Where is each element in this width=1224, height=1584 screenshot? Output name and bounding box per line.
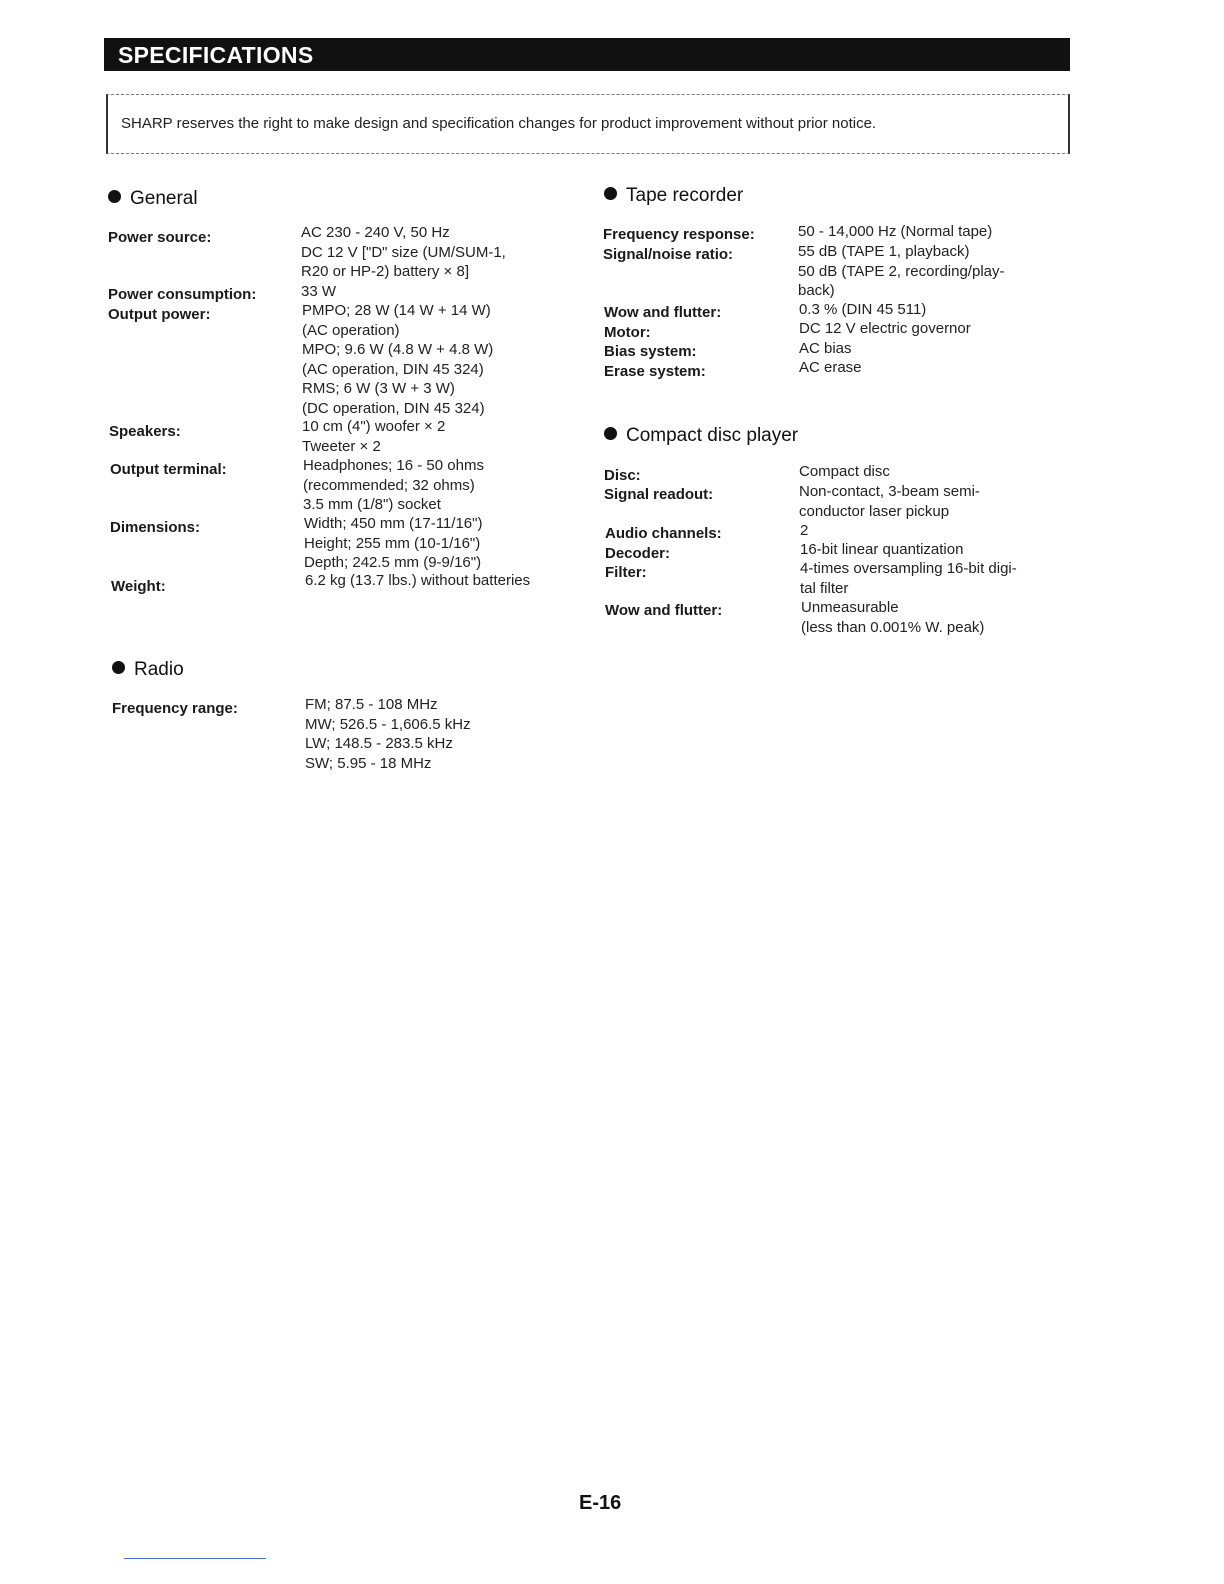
spec-value-line: PMPO; 28 W (14 W + 14 W) bbox=[302, 302, 491, 319]
spec-value-signal-noise-ratio bbox=[798, 242, 1004, 301]
spec-value-line: RMS; 6 W (3 W + 3 W) bbox=[302, 380, 455, 397]
spec-value-bias-system bbox=[799, 339, 852, 359]
bullet-icon bbox=[604, 187, 617, 200]
section-heading-general: General bbox=[108, 188, 198, 210]
spec-label-signal-readout: Signal readout: bbox=[604, 486, 714, 503]
spec-value-line: FM; 87.5 - 108 MHz bbox=[305, 696, 438, 713]
notice-box bbox=[106, 94, 1070, 154]
spec-value-line: tal filter bbox=[800, 579, 849, 597]
spec-value-line: Compact disc bbox=[799, 463, 890, 480]
spec-label-power-source: Power source: bbox=[108, 229, 212, 246]
spec-value-cd-wow-flutter bbox=[801, 598, 984, 637]
spec-value-line: Tweeter × 2 bbox=[302, 437, 381, 455]
spec-label-weight: Weight: bbox=[111, 578, 166, 595]
spec-value-power-consumption bbox=[301, 282, 336, 302]
spec-value-line: Unmeasurable bbox=[801, 599, 899, 616]
spec-value-frequency-range bbox=[305, 695, 471, 773]
spec-label-cd-wow-flutter: Wow and flutter: bbox=[605, 602, 723, 619]
spec-value-line: 4-times oversampling 16-bit digi- bbox=[800, 560, 1017, 577]
spec-value-line: 10 cm (4") woofer × 2 bbox=[302, 418, 446, 435]
spec-value-line: 50 - 14,000 Hz (Normal tape) bbox=[798, 223, 993, 240]
spec-value-disc bbox=[799, 462, 890, 482]
spec-value-line: LW; 148.5 - 283.5 kHz bbox=[305, 735, 453, 752]
section-heading-compact-disc-player: Compact disc player bbox=[604, 425, 798, 447]
spec-value-line: DC 12 V ["D" size (UM/SUM-1, bbox=[301, 243, 506, 261]
spec-value-audio-channels bbox=[800, 521, 808, 541]
spec-value-line: 33 W bbox=[301, 283, 337, 300]
spec-value-line: R20 or HP-2) battery × 8] bbox=[301, 263, 469, 280]
section-heading-tape-recorder: Tape recorder bbox=[604, 185, 743, 207]
spec-label-audio-channels: Audio channels: bbox=[605, 525, 722, 542]
page-number: E-16 bbox=[579, 1492, 622, 1514]
spec-label-speakers: Speakers: bbox=[109, 423, 181, 440]
bullet-icon bbox=[112, 661, 125, 674]
spec-value-line: AC bias bbox=[799, 340, 852, 357]
spec-value-motor bbox=[799, 319, 971, 339]
spec-value-speakers bbox=[302, 417, 445, 456]
spec-label-tape-wow-flutter: Wow and flutter: bbox=[604, 304, 722, 321]
spec-value-line: conductor laser pickup bbox=[799, 502, 950, 520]
spec-label-output-power: Output power: bbox=[108, 306, 211, 323]
spec-value-line: Height; 255 mm (10-1/16") bbox=[304, 534, 481, 552]
page-title: SPECIFICATIONS bbox=[118, 42, 314, 68]
spec-value-line: 6.2 kg (13.7 lbs.) without batteries bbox=[305, 572, 531, 589]
spec-value-dimensions bbox=[304, 514, 482, 573]
bullet-icon bbox=[604, 427, 617, 440]
spec-value-output-terminal bbox=[303, 456, 484, 515]
spec-label-erase-system: Erase system: bbox=[604, 363, 706, 380]
spec-value-line: 0.3 % (DIN 45 511) bbox=[799, 301, 927, 318]
spec-label-decoder: Decoder: bbox=[605, 545, 671, 562]
spec-label-signal-noise-ratio: Signal/noise ratio: bbox=[603, 246, 734, 263]
spec-label-frequency-response: Frequency response: bbox=[603, 226, 755, 243]
spec-value-line: SW; 5.95 - 18 MHz bbox=[305, 754, 432, 772]
spec-value-line: Headphones; 16 - 50 ohms bbox=[303, 457, 484, 474]
spec-label-frequency-range: Frequency range: bbox=[112, 700, 238, 717]
spec-value-frequency-response bbox=[798, 222, 992, 242]
spec-value-line: DC 12 V electric governor bbox=[799, 320, 971, 337]
specifications-header-bar bbox=[104, 38, 1070, 71]
notice-text: SHARP reserves the right to make design and specification changes for product improvement without prior notice. bbox=[121, 115, 877, 132]
spec-value-output-power bbox=[302, 301, 493, 418]
spec-value-line: AC 230 - 240 V, 50 Hz bbox=[301, 224, 450, 241]
spec-value-line: 16-bit linear quantization bbox=[800, 541, 964, 558]
spec-value-tape-wow-flutter bbox=[799, 300, 926, 320]
spec-label-motor: Motor: bbox=[604, 324, 651, 341]
spec-value-decoder bbox=[800, 540, 963, 560]
spec-value-line: 50 dB (TAPE 2, recording/play- bbox=[798, 262, 1005, 280]
spec-label-power-consumption: Power consumption: bbox=[108, 286, 257, 303]
spec-label-bias-system: Bias system: bbox=[604, 343, 697, 360]
spec-value-line: Width; 450 mm (17-11/16") bbox=[304, 515, 483, 532]
spec-value-weight bbox=[305, 571, 530, 591]
spec-value-line: (AC operation, DIN 45 324) bbox=[302, 360, 484, 378]
spec-value-erase-system bbox=[799, 358, 862, 378]
spec-value-line: (recommended; 32 ohms) bbox=[303, 476, 475, 494]
spec-value-power-source bbox=[301, 223, 506, 282]
spec-label-disc: Disc: bbox=[604, 467, 641, 484]
spec-value-signal-readout bbox=[799, 482, 980, 521]
spec-value-line: (less than 0.001% W. peak) bbox=[801, 618, 985, 636]
footer-rule bbox=[124, 1558, 266, 1559]
spec-value-line: Depth; 242.5 mm (9-9/16") bbox=[304, 554, 482, 571]
spec-label-dimensions: Dimensions: bbox=[110, 519, 201, 536]
spec-value-line: MPO; 9.6 W (4.8 W + 4.8 W) bbox=[302, 341, 494, 358]
spec-value-line: Non-contact, 3-beam semi- bbox=[799, 483, 980, 500]
spec-label-filter: Filter: bbox=[605, 564, 647, 581]
spec-value-line: AC erase bbox=[799, 359, 862, 376]
bullet-icon bbox=[108, 190, 121, 203]
spec-value-line: back) bbox=[798, 282, 835, 299]
spec-value-line: MW; 526.5 - 1,606.5 kHz bbox=[305, 715, 471, 733]
spec-label-output-terminal: Output terminal: bbox=[110, 461, 227, 478]
section-heading-radio: Radio bbox=[112, 659, 184, 681]
spec-value-line: (DC operation, DIN 45 324) bbox=[302, 399, 485, 417]
spec-value-line: 3.5 mm (1/8") socket bbox=[303, 496, 441, 513]
spec-value-filter bbox=[800, 559, 1017, 598]
spec-value-line: 2 bbox=[800, 522, 809, 539]
spec-value-line: (AC operation) bbox=[302, 321, 400, 339]
spec-value-line: 55 dB (TAPE 1, playback) bbox=[798, 243, 970, 260]
